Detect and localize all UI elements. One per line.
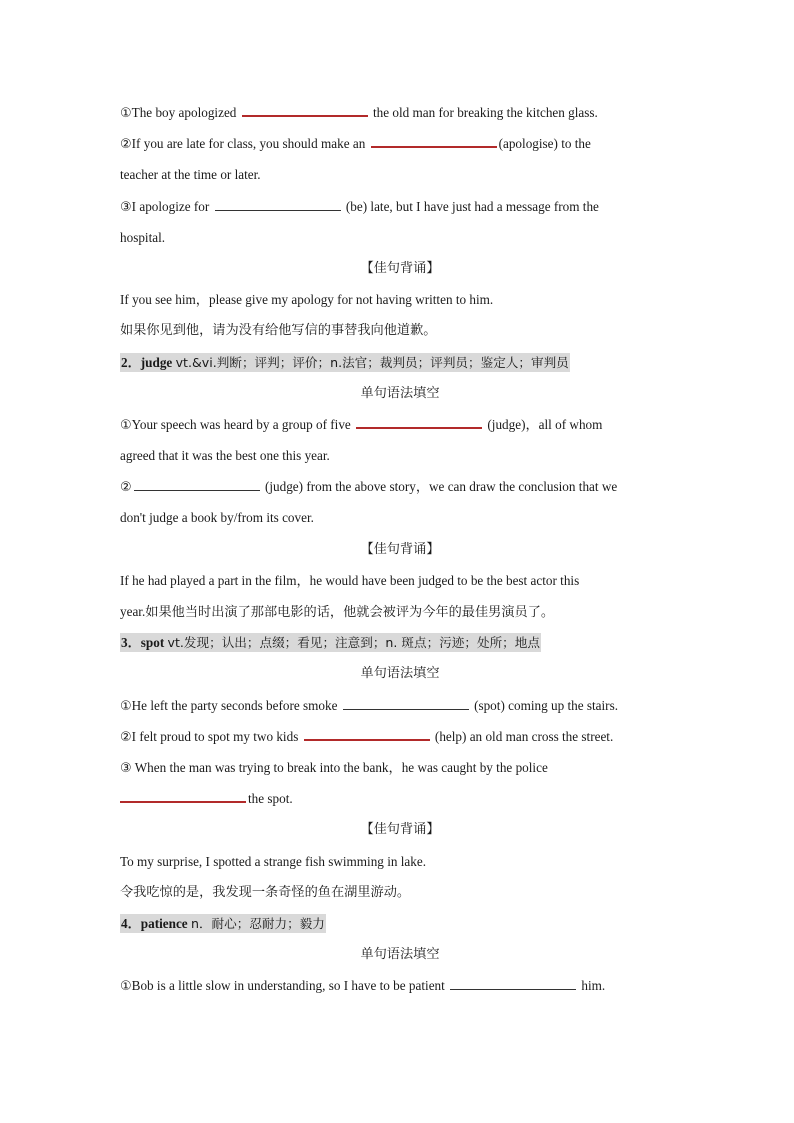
exercise-text: Bob is a little slow in understanding, so I have to be patient (131, 978, 445, 994)
exercise-text: (spot) coming up the stairs. (474, 697, 619, 713)
section-heading: 单句语法填空 (360, 385, 440, 401)
exercise-text: (judge) from the above story，we can draw the conclusion that we (264, 479, 618, 495)
vocab-definition: vt.发现；认出；点缀；看见；注意到；n. 斑点；污迹；处所；地点 (167, 635, 540, 651)
recite-sentence-en: If you see him，please give my apology for not having written to him. (120, 292, 494, 308)
item-marker: ① (120, 698, 132, 714)
exercise-text: When the man was trying to break into the bank，he was caught by the police (134, 759, 548, 775)
answer-blank[interactable] (343, 699, 469, 710)
judge-exercise-2-cont: don't judge a book by/from its cover. (120, 510, 314, 526)
item-marker: ① (120, 979, 132, 995)
section-heading: 单句语法填空 (360, 666, 440, 682)
item-marker: ② (120, 137, 132, 153)
item-marker: ③ (120, 199, 132, 215)
vocab-header-band (120, 914, 326, 933)
vocab-word: judge (140, 354, 173, 370)
vocab-word: spot (140, 635, 165, 651)
recite-sentence-cont (120, 596, 680, 627)
vocab-header-band (120, 633, 541, 652)
exercise-text: If you are late for class, you should make an (131, 136, 366, 152)
vocab-number: 2． (121, 354, 141, 370)
answer-blank[interactable] (134, 480, 260, 491)
worksheet-content (120, 97, 680, 1001)
judge-exercise-1 (120, 409, 680, 440)
item-marker: ② (120, 480, 132, 496)
recite-sentence-en-cont: year. (120, 604, 146, 619)
section-heading: 单句语法填空 (360, 947, 440, 963)
spot-exercise-1 (120, 690, 680, 721)
exercise-text: (help) an old man cross the street. (434, 728, 614, 744)
recite-sentence-cn: 如果他当时出演了那部电影的话，他就会被评为今年的最佳男演员了。 (145, 605, 555, 620)
vocab-entry-spot (120, 627, 680, 658)
answer-blank[interactable] (450, 979, 576, 990)
apology-exercise-3-cont: hospital. (120, 229, 166, 245)
exercise-text: the old man for breaking the kitchen glass. (372, 105, 598, 120)
item-marker: ① (120, 106, 132, 121)
vocab-definition: vt.&vi.判断；评判；评价；n.法官；裁判员；评判员；鉴定人；审判员 (175, 354, 569, 370)
recite-heading: 【佳句背诵】 (360, 541, 440, 557)
exercise-text: the spot. (248, 791, 293, 807)
exercise-text: I felt proud to spot my two kids (131, 728, 299, 744)
vocab-entry-patience (120, 908, 680, 939)
spot-exercise-2 (120, 721, 680, 752)
vocab-number: 4． (121, 915, 141, 931)
exercise-text: He left the party seconds before smoke (131, 697, 338, 713)
apology-exercise-2-cont: teacher at the time or later. (120, 167, 261, 183)
answer-blank[interactable] (356, 417, 482, 429)
recite-heading: 【佳句背诵】 (360, 822, 440, 838)
exercise-text: Your speech was heard by a group of five (131, 416, 351, 432)
judge-exercise-1-cont: agreed that it was the best one this year. (120, 448, 330, 464)
patience-exercise-1 (120, 970, 680, 1001)
vocab-definition: n．耐心；忍耐力；毅力 (190, 915, 325, 931)
exercise-text: I apologize for (131, 198, 210, 214)
vocab-entry-judge (120, 347, 680, 378)
exercise-text: (judge)，all of whom (487, 416, 603, 432)
spot-exercise-3-cont (120, 783, 680, 814)
item-marker: ② (120, 729, 132, 745)
vocab-word: patience (140, 915, 188, 931)
item-marker: ③ (120, 760, 132, 776)
recite-sentence-cn: 如果你见到他，请为没有给他写信的事替我向他道歉。 (120, 323, 437, 339)
vocab-number: 3． (121, 635, 141, 651)
answer-blank[interactable] (120, 791, 246, 803)
apology-exercise-1 (120, 97, 680, 128)
exercise-text: (be) late, but I have just had a message from the (345, 198, 599, 214)
answer-blank[interactable] (371, 136, 497, 148)
recite-sentence-en: If he had played a part in the film，he would have been judged to be the best actor this (120, 572, 580, 588)
vocab-header-band (120, 353, 570, 372)
exercise-text: (apologise) to the (498, 136, 591, 152)
recite-heading: 【佳句背诵】 (360, 260, 440, 276)
item-marker: ① (120, 417, 132, 433)
exercise-text: The boy apologized (131, 105, 237, 120)
answer-blank[interactable] (215, 200, 341, 211)
judge-exercise-2 (120, 471, 680, 502)
answer-blank[interactable] (304, 729, 430, 741)
apology-exercise-2 (120, 128, 680, 159)
answer-blank[interactable] (242, 105, 368, 117)
exercise-text: him. (581, 978, 606, 994)
apology-exercise-3 (120, 191, 680, 222)
recite-sentence-cn: 令我吃惊的是，我发现一条奇怪的鱼在湖里游动。 (120, 884, 411, 900)
recite-sentence-en: To my surprise, I spotted a strange fish swimming in lake. (120, 853, 427, 869)
spot-exercise-3 (120, 752, 680, 783)
